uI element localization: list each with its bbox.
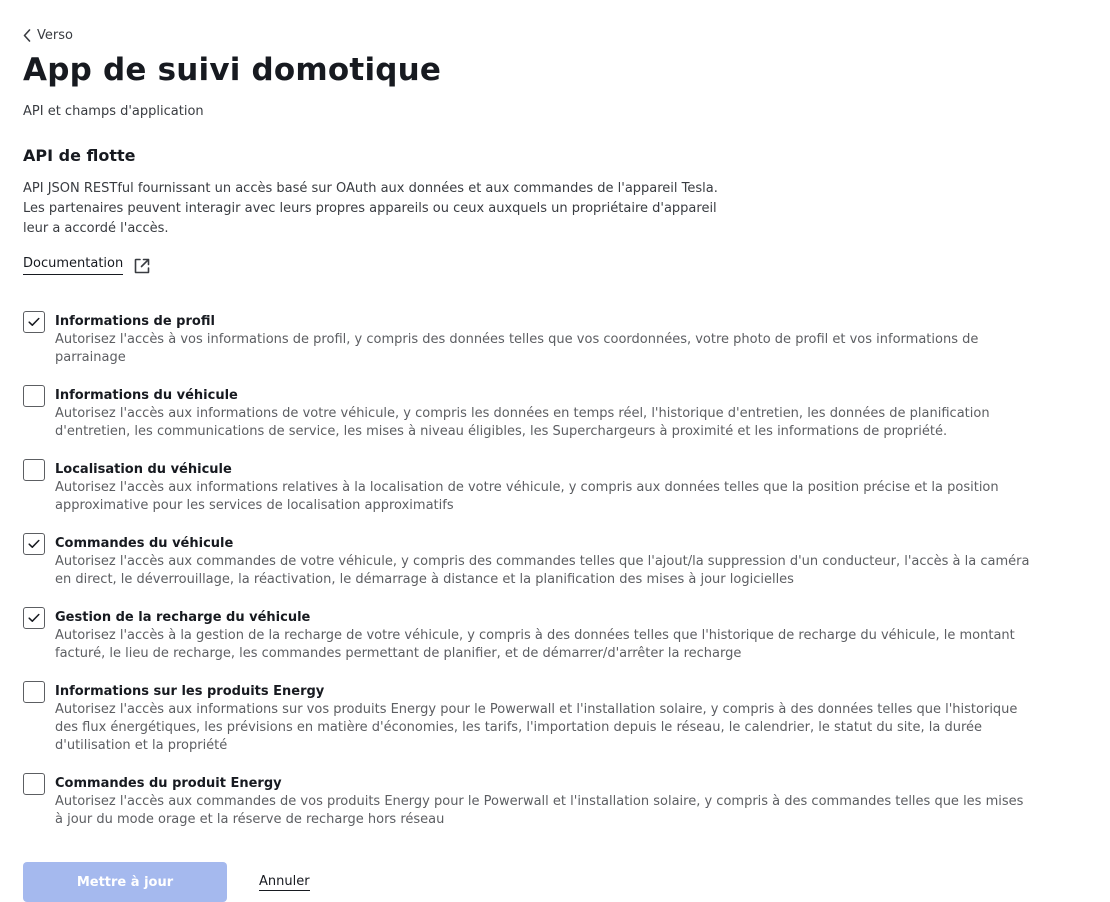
scope-energy-product-commands <box>23 773 1023 829</box>
scope-vehicle-location <box>23 459 1023 515</box>
cancel-link[interactable]: Annuler <box>259 874 310 889</box>
scope-profile-information <box>23 311 1023 367</box>
checkmark-icon <box>28 539 40 549</box>
checkmark-icon <box>28 317 40 327</box>
scope-checkbox[interactable] <box>23 385 45 407</box>
scope-checkbox[interactable] <box>23 311 45 333</box>
scope-text <box>55 459 999 515</box>
scope-description-line: Autorisez l'accès aux informations sur vos produits Energy pour le Powerwall et l'installation solaire, y compris à des données telles que l'historique <box>55 702 1018 717</box>
scope-vehicle-information <box>23 385 1023 441</box>
scope-checkbox[interactable] <box>23 773 45 795</box>
scope-description-line: d'entretien, les communications de service, les mises à niveau éligibles, les Superchargeurs à proximité et les informations de propriété. <box>55 424 948 439</box>
api-section-title: API de flotte <box>23 146 136 165</box>
scope-description-line: en direct, le déverrouillage, la réactivation, le démarrage à distance et la planification des mises à jour logicielles <box>55 572 794 587</box>
api-description-line: leur a accordé l'accès. <box>23 221 169 236</box>
scope-vehicle-commands <box>23 533 1030 589</box>
scope-label: Commandes du produit Energy <box>55 776 282 791</box>
scope-energy-product-information <box>23 681 1023 755</box>
scope-vehicle-charging <box>23 607 1023 663</box>
scope-label: Commandes du véhicule <box>55 536 234 551</box>
scope-label: Informations du véhicule <box>55 388 238 403</box>
scope-checkbox[interactable] <box>23 607 45 629</box>
scope-text <box>55 773 1023 829</box>
scope-description <box>55 701 1017 755</box>
scope-description-line: Autorisez l'accès à vos informations de profil, y compris des données telles que vos coordonnées, votre photo de profil et vos informations de <box>55 332 979 347</box>
scope-description <box>55 553 1029 589</box>
scope-description-line: à jour du mode orage et la réserve de recharge hors réseau <box>55 812 445 827</box>
update-button[interactable]: Mettre à jour <box>23 862 227 902</box>
scope-description-line: facturé, le lieu de recharge, les commandes permettant de planifier, et de démarrer/d'arrêter la recharge <box>55 646 742 661</box>
page-subtitle: API et champs d'application <box>23 104 204 119</box>
api-description-line: Les partenaires peuvent interagir avec leurs propres appareils ou ceux auxquels un propriétaire d'appareil <box>23 201 717 216</box>
scope-text <box>55 385 990 441</box>
scope-description-line: d'utilisation et la propriété <box>55 738 228 753</box>
scope-description-line: Autorisez l'accès à la gestion de la recharge de votre véhicule, y compris à des données telles que l'historique de recharge du véhicule, le montant <box>55 628 1015 643</box>
scope-label: Informations de profil <box>55 314 215 329</box>
scope-description <box>55 627 1015 663</box>
scope-checkbox[interactable] <box>23 459 45 481</box>
scope-text <box>55 533 1029 589</box>
scope-text <box>55 607 1015 663</box>
checkmark-icon <box>28 613 40 623</box>
form-actions <box>23 862 310 902</box>
documentation-link[interactable] <box>23 256 151 275</box>
scope-text <box>55 681 1017 755</box>
scope-checkbox[interactable] <box>23 533 45 555</box>
scope-label: Localisation du véhicule <box>55 462 232 477</box>
scope-label: Gestion de la recharge du véhicule <box>55 610 311 625</box>
scope-checkbox[interactable] <box>23 681 45 703</box>
documentation-label: Documentation <box>23 256 123 275</box>
scope-label: Informations sur les produits Energy <box>55 684 325 699</box>
back-label: Verso <box>37 28 73 43</box>
api-description-line: API JSON RESTful fournissant un accès basé sur OAuth aux données et aux commandes de l'appareil Tesla. <box>23 181 718 196</box>
scope-description <box>55 793 1023 829</box>
scope-description <box>55 479 999 515</box>
scope-description-line: Autorisez l'accès aux informations de votre véhicule, y compris les données en temps réel, l'historique d'entretien, les données de planification <box>55 406 990 421</box>
external-link-icon <box>133 257 151 275</box>
scope-description-line: parrainage <box>55 350 126 365</box>
scope-description <box>55 405 990 441</box>
scope-description-line: Autorisez l'accès aux commandes de vos produits Energy pour le Powerwall et l'installation solaire, y compris à des commandes telles que les mises <box>55 794 1024 809</box>
scope-description-line: Autorisez l'accès aux informations relatives à la localisation de votre véhicule, y compris aux données telles que la position précise et la position <box>55 480 999 495</box>
api-description <box>23 179 743 239</box>
back-link[interactable] <box>23 28 73 43</box>
page-title: App de suivi domotique <box>23 52 442 88</box>
scope-description-line: approximative pour les services de localisation approximatifs <box>55 498 454 513</box>
scope-description <box>55 331 978 367</box>
scope-description-line: Autorisez l'accès aux commandes de votre véhicule, y compris des commandes telles que l'ajout/la suppression d'un conducteur, l'accès à la caméra <box>55 554 1030 569</box>
scope-description-line: des flux énergétiques, les prévisions en matière d'économies, les tarifs, l'importation depuis le réseau, le calendrier, le statut du site, la durée <box>55 720 983 735</box>
scope-text <box>55 311 978 367</box>
chevron-left-icon <box>23 29 31 42</box>
